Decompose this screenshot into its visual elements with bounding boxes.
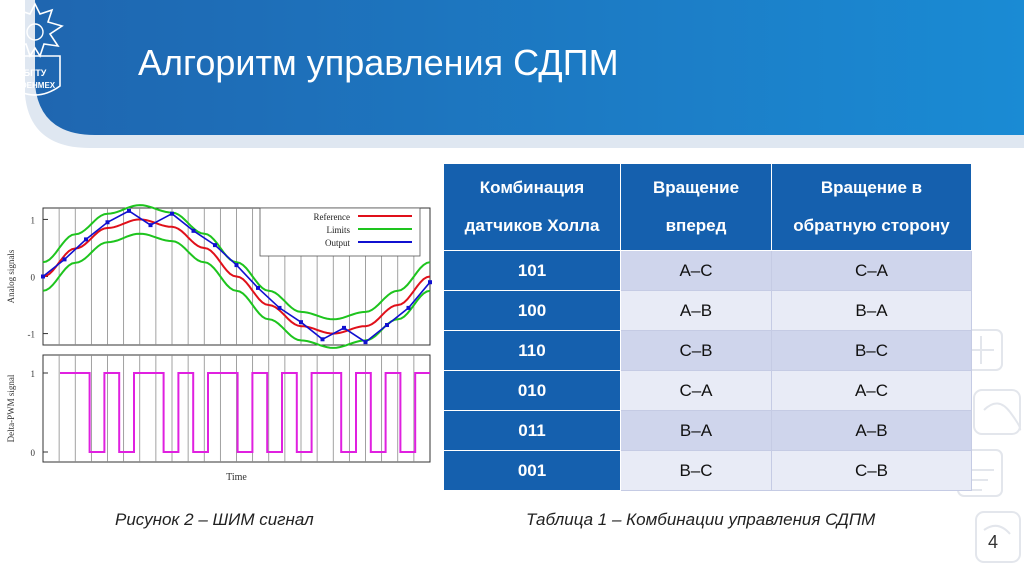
table-row bbox=[444, 331, 972, 371]
output-point bbox=[149, 223, 153, 227]
logo-text-line1: БГТУ bbox=[23, 68, 47, 78]
output-point bbox=[428, 280, 432, 284]
output-point bbox=[41, 275, 45, 279]
output-point bbox=[321, 337, 325, 341]
header-forward bbox=[621, 164, 772, 251]
forward-cell: C–A bbox=[621, 371, 772, 411]
pwm-y-axis-label: Delta-PWM signal bbox=[6, 374, 16, 443]
output-point bbox=[63, 257, 67, 261]
forward-cell: B–A bbox=[621, 411, 772, 451]
output-point bbox=[364, 340, 368, 344]
hall-code-cell: 100 bbox=[444, 291, 621, 331]
legend-label: Limits bbox=[326, 225, 350, 235]
header-line: датчиков Холла bbox=[464, 216, 600, 235]
pwm-figure-svg bbox=[0, 200, 440, 500]
analog-y-axis-label: Analog signals bbox=[6, 249, 16, 304]
output-point bbox=[385, 323, 389, 327]
y-tick-label: 0 bbox=[30, 448, 35, 458]
header-line: Вращение в bbox=[820, 178, 923, 197]
slide-title: Алгоритм управления СДПМ bbox=[138, 42, 619, 83]
header-reverse bbox=[772, 164, 972, 251]
hall-combinations-table bbox=[443, 163, 972, 491]
y-tick-label: 1 bbox=[30, 215, 35, 226]
hall-code-cell: 001 bbox=[444, 451, 621, 491]
hall-code-cell: 010 bbox=[444, 371, 621, 411]
output-point bbox=[127, 209, 131, 213]
output-point bbox=[84, 237, 88, 241]
table-row bbox=[444, 251, 972, 291]
forward-cell: A–C bbox=[621, 251, 772, 291]
forward-cell: B–C bbox=[621, 451, 772, 491]
output-point bbox=[170, 212, 174, 216]
header-line: Вращение bbox=[652, 178, 740, 197]
table-row bbox=[444, 291, 972, 331]
output-point bbox=[256, 286, 260, 290]
pwm-figure bbox=[0, 200, 440, 500]
header-line: Комбинация bbox=[479, 178, 585, 197]
output-point bbox=[299, 320, 303, 324]
header-banner bbox=[0, 0, 1024, 148]
hall-code-cell: 101 bbox=[444, 251, 621, 291]
header-line: вперед bbox=[665, 216, 727, 235]
header-hall-combination bbox=[444, 164, 621, 251]
output-point bbox=[342, 326, 346, 330]
figure-caption: Рисунок 2 – ШИМ сигнал bbox=[115, 510, 314, 529]
reverse-cell: B–C bbox=[772, 331, 972, 371]
y-tick-label: 1 bbox=[30, 369, 35, 379]
table-header-row bbox=[444, 164, 972, 251]
y-tick-label: -1 bbox=[27, 329, 35, 340]
table-row bbox=[444, 451, 972, 491]
university-logo bbox=[0, 0, 70, 112]
output-point bbox=[407, 306, 411, 310]
output-point bbox=[278, 306, 282, 310]
table-row bbox=[444, 371, 972, 411]
output-point bbox=[235, 263, 239, 267]
legend-label: Reference bbox=[313, 212, 350, 222]
forward-cell: A–B bbox=[621, 291, 772, 331]
reverse-cell: A–C bbox=[772, 371, 972, 411]
hall-code-cell: 110 bbox=[444, 331, 621, 371]
header-line: обратную сторону bbox=[793, 216, 950, 235]
table-row bbox=[444, 411, 972, 451]
logo-text-line2: ВОЕНМЕХ bbox=[14, 81, 56, 90]
hall-code-cell: 011 bbox=[444, 411, 621, 451]
legend-label: Output bbox=[324, 238, 350, 248]
reverse-cell: C–B bbox=[772, 451, 972, 491]
pwm-x-axis-label: Time bbox=[226, 472, 247, 483]
forward-cell: C–B bbox=[621, 331, 772, 371]
reverse-cell: C–A bbox=[772, 251, 972, 291]
output-point bbox=[106, 220, 110, 224]
reverse-cell: A–B bbox=[772, 411, 972, 451]
output-point bbox=[192, 229, 196, 233]
page-number: 4 bbox=[988, 532, 999, 552]
table-caption: Таблица 1 – Комбинации управления СДПМ bbox=[526, 510, 876, 529]
reverse-cell: B–A bbox=[772, 291, 972, 331]
output-point bbox=[213, 243, 217, 247]
y-tick-label: 0 bbox=[30, 272, 35, 283]
